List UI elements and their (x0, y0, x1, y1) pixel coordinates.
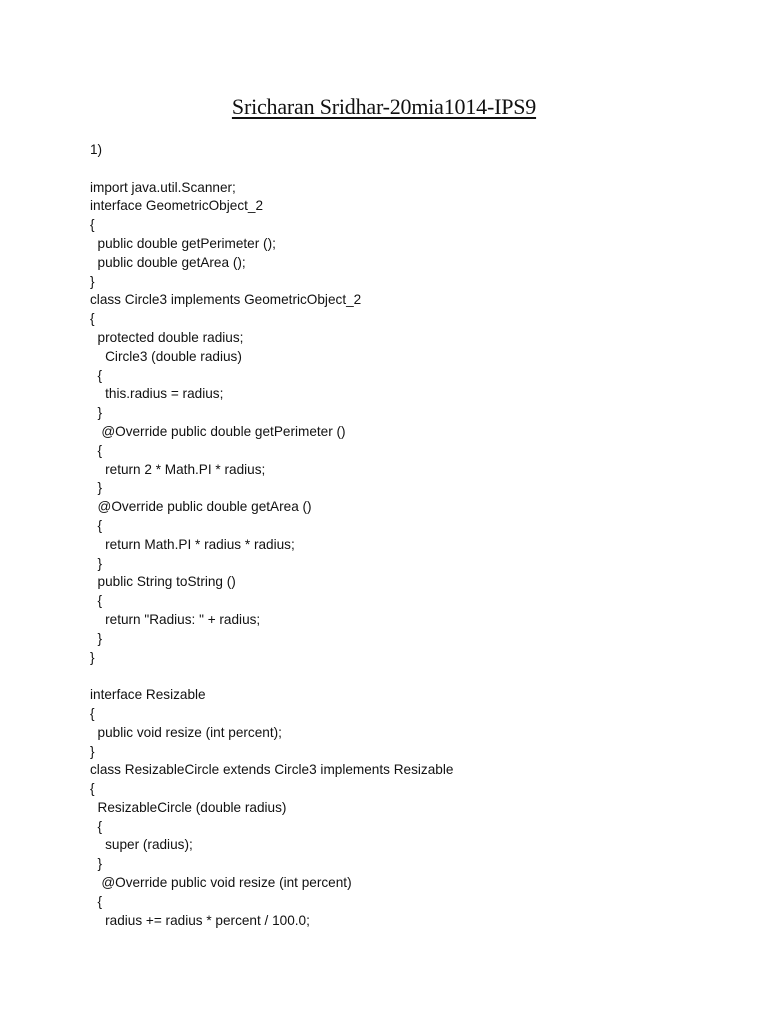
code-line: protected double radius; (90, 329, 244, 345)
code-line: { (90, 517, 103, 533)
code-line: @Override public double getArea () (90, 499, 312, 515)
code-line: } (90, 555, 103, 571)
code-line: return "Radius: " + radius; (90, 611, 261, 627)
code-line: { (90, 818, 103, 834)
code-line: import java.util.Scanner; (90, 179, 236, 195)
code-line: public void resize (int percent); (90, 724, 282, 740)
code-line: { (90, 442, 103, 458)
code-line: { (90, 311, 95, 327)
code-line: class Circle3 implements GeometricObject_2 (90, 292, 362, 308)
code-line: } (90, 743, 95, 759)
code-line: return Math.PI * radius * radius; (90, 536, 295, 552)
code-line: super (radius); (90, 837, 193, 853)
code-line: public String toString () (90, 574, 236, 590)
code-line: ResizableCircle (double radius) (90, 799, 287, 815)
code-line: radius += radius * percent / 100.0; (90, 912, 310, 928)
code-line: { (90, 705, 95, 721)
code-line: } (90, 480, 103, 496)
code-line: } (90, 649, 95, 665)
code-line: class ResizableCircle extends Circle3 implements Resizable (90, 762, 454, 778)
code-line: { (90, 893, 103, 909)
code-line: } (90, 856, 103, 872)
document-title: Sricharan Sridhar-20mia1014-IPS9 (231, 94, 537, 119)
code-line: @Override public double getPerimeter () (90, 423, 346, 439)
code-line: interface Resizable (90, 687, 206, 703)
code-line: { (90, 781, 95, 797)
code-line: public double getPerimeter (); (90, 235, 276, 251)
code-line: { (90, 593, 103, 609)
code-line: interface GeometricObject_2 (90, 198, 264, 214)
code-line: { (90, 217, 95, 233)
code-line: public double getArea (); (90, 254, 246, 270)
code-line: } (90, 273, 95, 289)
code-line: 1) (90, 142, 103, 157)
code-line: { (90, 367, 103, 383)
code-listing (90, 141, 453, 930)
code-line: @Override public void resize (int percent) (90, 875, 352, 891)
code-line (90, 160, 453, 179)
code-line: return 2 * Math.PI * radius; (90, 461, 266, 477)
code-line: Circle3 (double radius) (90, 348, 242, 364)
code-line: this.radius = radius; (90, 386, 224, 402)
code-line: } (90, 630, 103, 646)
code-line (90, 667, 453, 686)
code-line: } (90, 405, 103, 421)
